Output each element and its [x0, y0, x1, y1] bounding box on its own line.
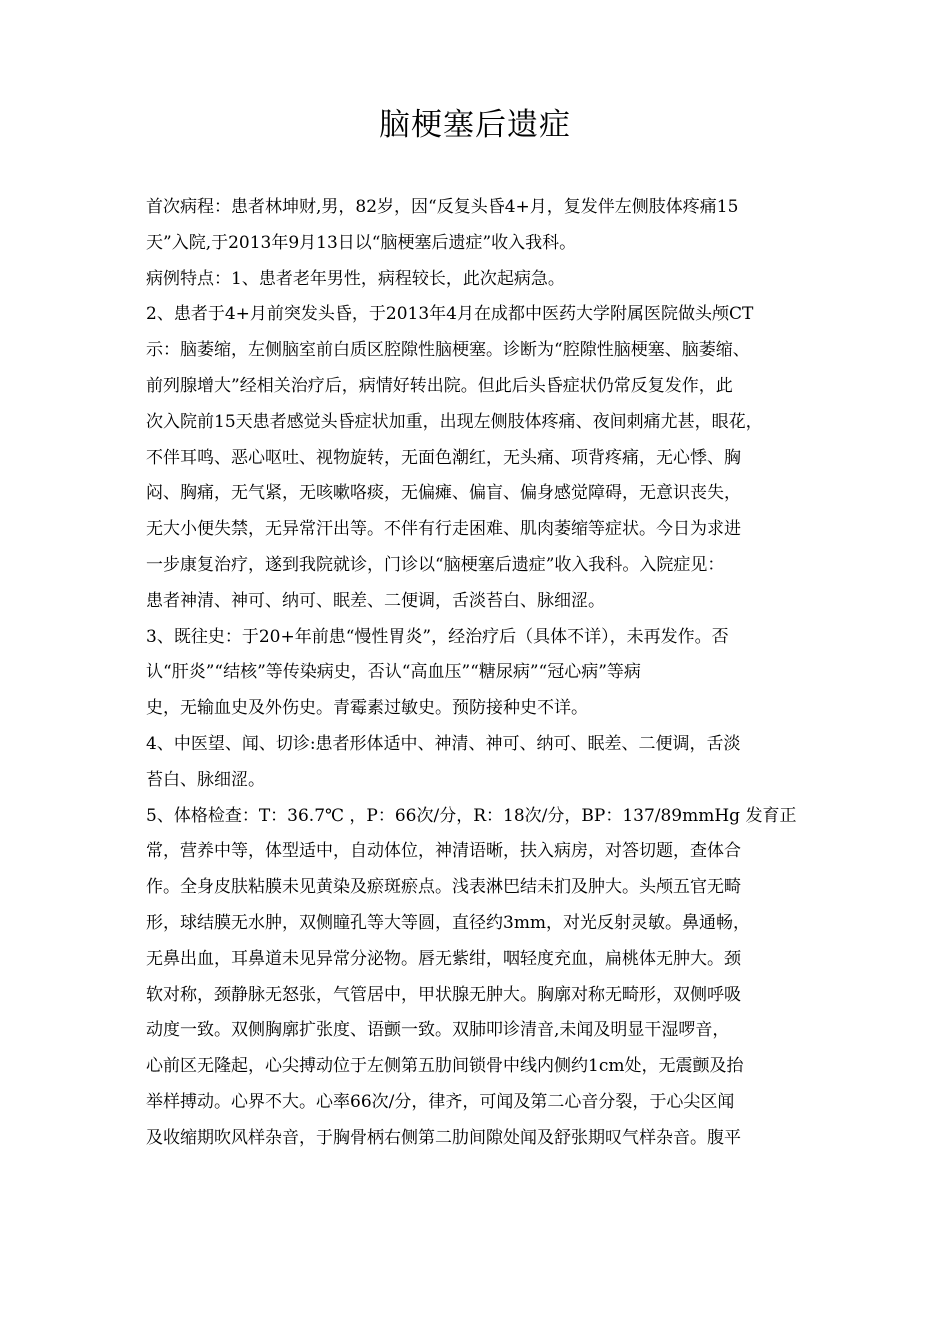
text-line: 举样搏动。心界不大。心率66次/分，律齐，可闻及第二心音分裂，于心尖区闻 [146, 1091, 735, 1112]
document-title: 脑梗塞后遗症 [379, 107, 571, 143]
text-line: 天”入院,于2013年9月13日以“脑梗塞后遗症”收入我科。 [146, 232, 577, 253]
text-line: 4、中医望、闻、切诊:患者形体适中、神清、神可、纳可、眠差、二便调，舌淡 [146, 733, 741, 754]
text-line: 患者神清、神可、纳可、眠差、二便调，舌淡苔白、脉细涩。 [146, 590, 605, 611]
text-line: 5、体格检查：T：36.7℃ ，P：66次/分，R：18次/分，BP：137/89mmHg 发育正 [146, 805, 797, 826]
text-line: 作。全身皮肤粘膜未见黄染及瘀斑瘀点。浅表淋巴结未扪及肿大。头颅五官无畸 [146, 877, 741, 898]
text-line: 示：脑萎缩，左侧脑室前白质区腔隙性脑梗塞。诊断为“腔隙性脑梗塞、脑萎缩、 [146, 340, 750, 361]
text-line: 2、患者于4+月前突发头昏，于2013年4月在成都中医药大学附属医院做头颅CT [146, 304, 754, 325]
document-body [146, 190, 811, 1157]
text-line: 史，无输血史及外伤史。青霉素过敏史。预防接种史不详。 [146, 698, 588, 719]
text-line: 病例特点：1、患者老年男性，病程较长，此次起病急。 [146, 268, 565, 289]
text-line: 形，球结膜无水肿，双侧瞳孔等大等圆，直径约3mm，对光反射灵敏。鼻通畅， [146, 912, 751, 933]
text-line: 软对称，颈静脉无怒张，气管居中，甲状腺无肿大。胸廓对称无畸形，双侧呼吸 [146, 984, 741, 1005]
text-line: 前列腺增大”经相关治疗后，病情好转出院。但此后头昏症状仍常反复发作，此 [146, 375, 733, 396]
text-line: 动度一致。双侧胸廓扩张度、语颤一致。双肺叩诊清音,未闻及明显干湿啰音， [146, 1020, 730, 1041]
text-line: 无鼻出血，耳鼻道未见异常分泌物。唇无紫绀，咽轻度充血，扁桃体无肿大。颈 [146, 948, 741, 969]
text-line: 常，营养中等，体型适中，自动体位，神清语晰，扶入病房，对答切题，查体合 [146, 841, 741, 862]
text-line: 次入院前15天患者感觉头昏症状加重，出现左侧肢体疼痛、夜间刺痛尤甚，眼花， [146, 411, 763, 432]
text-line: 及收缩期吹风样杂音，于胸骨柄右侧第二肋间隙处闻及舒张期叹气样杂音。腹平 [146, 1127, 741, 1148]
text-line: 认“肝炎”“结核”等传染病史，否认“高血压”“糖尿病”“冠心病”等病 [146, 662, 641, 683]
text-line: 不伴耳鸣、恶心呕吐、视物旋转，无面色潮红，无头痛、项背疼痛，无心悸、胸 [146, 447, 741, 468]
text-line: 苔白、脉细涩。 [146, 769, 265, 790]
text-line: 一步康复治疗，遂到我院就诊，门诊以“脑梗塞后遗症”收入我科。入院症见： [146, 554, 725, 575]
text-line: 心前区无隆起，心尖搏动位于左侧第五肋间锁骨中线内侧约1cm处，无震颤及抬 [146, 1056, 744, 1077]
text-line: 闷、胸痛，无气紧，无咳嗽咯痰，无偏瘫、偏盲、偏身感觉障碍，无意识丧失， [146, 483, 741, 504]
text-line: 首次病程：患者林坤财,男，82岁，因“反复头昏4+月，复发伴左侧肢体疼痛15 [146, 197, 739, 217]
text-line: 无大小便失禁，无异常汗出等。不伴有行走困难、肌肉萎缩等症状。今日为求进 [146, 519, 741, 540]
text-line: 3、既往史：于20+年前患“慢性胃炎”，经治疗后（具体不详），未再发作。否 [146, 626, 729, 647]
